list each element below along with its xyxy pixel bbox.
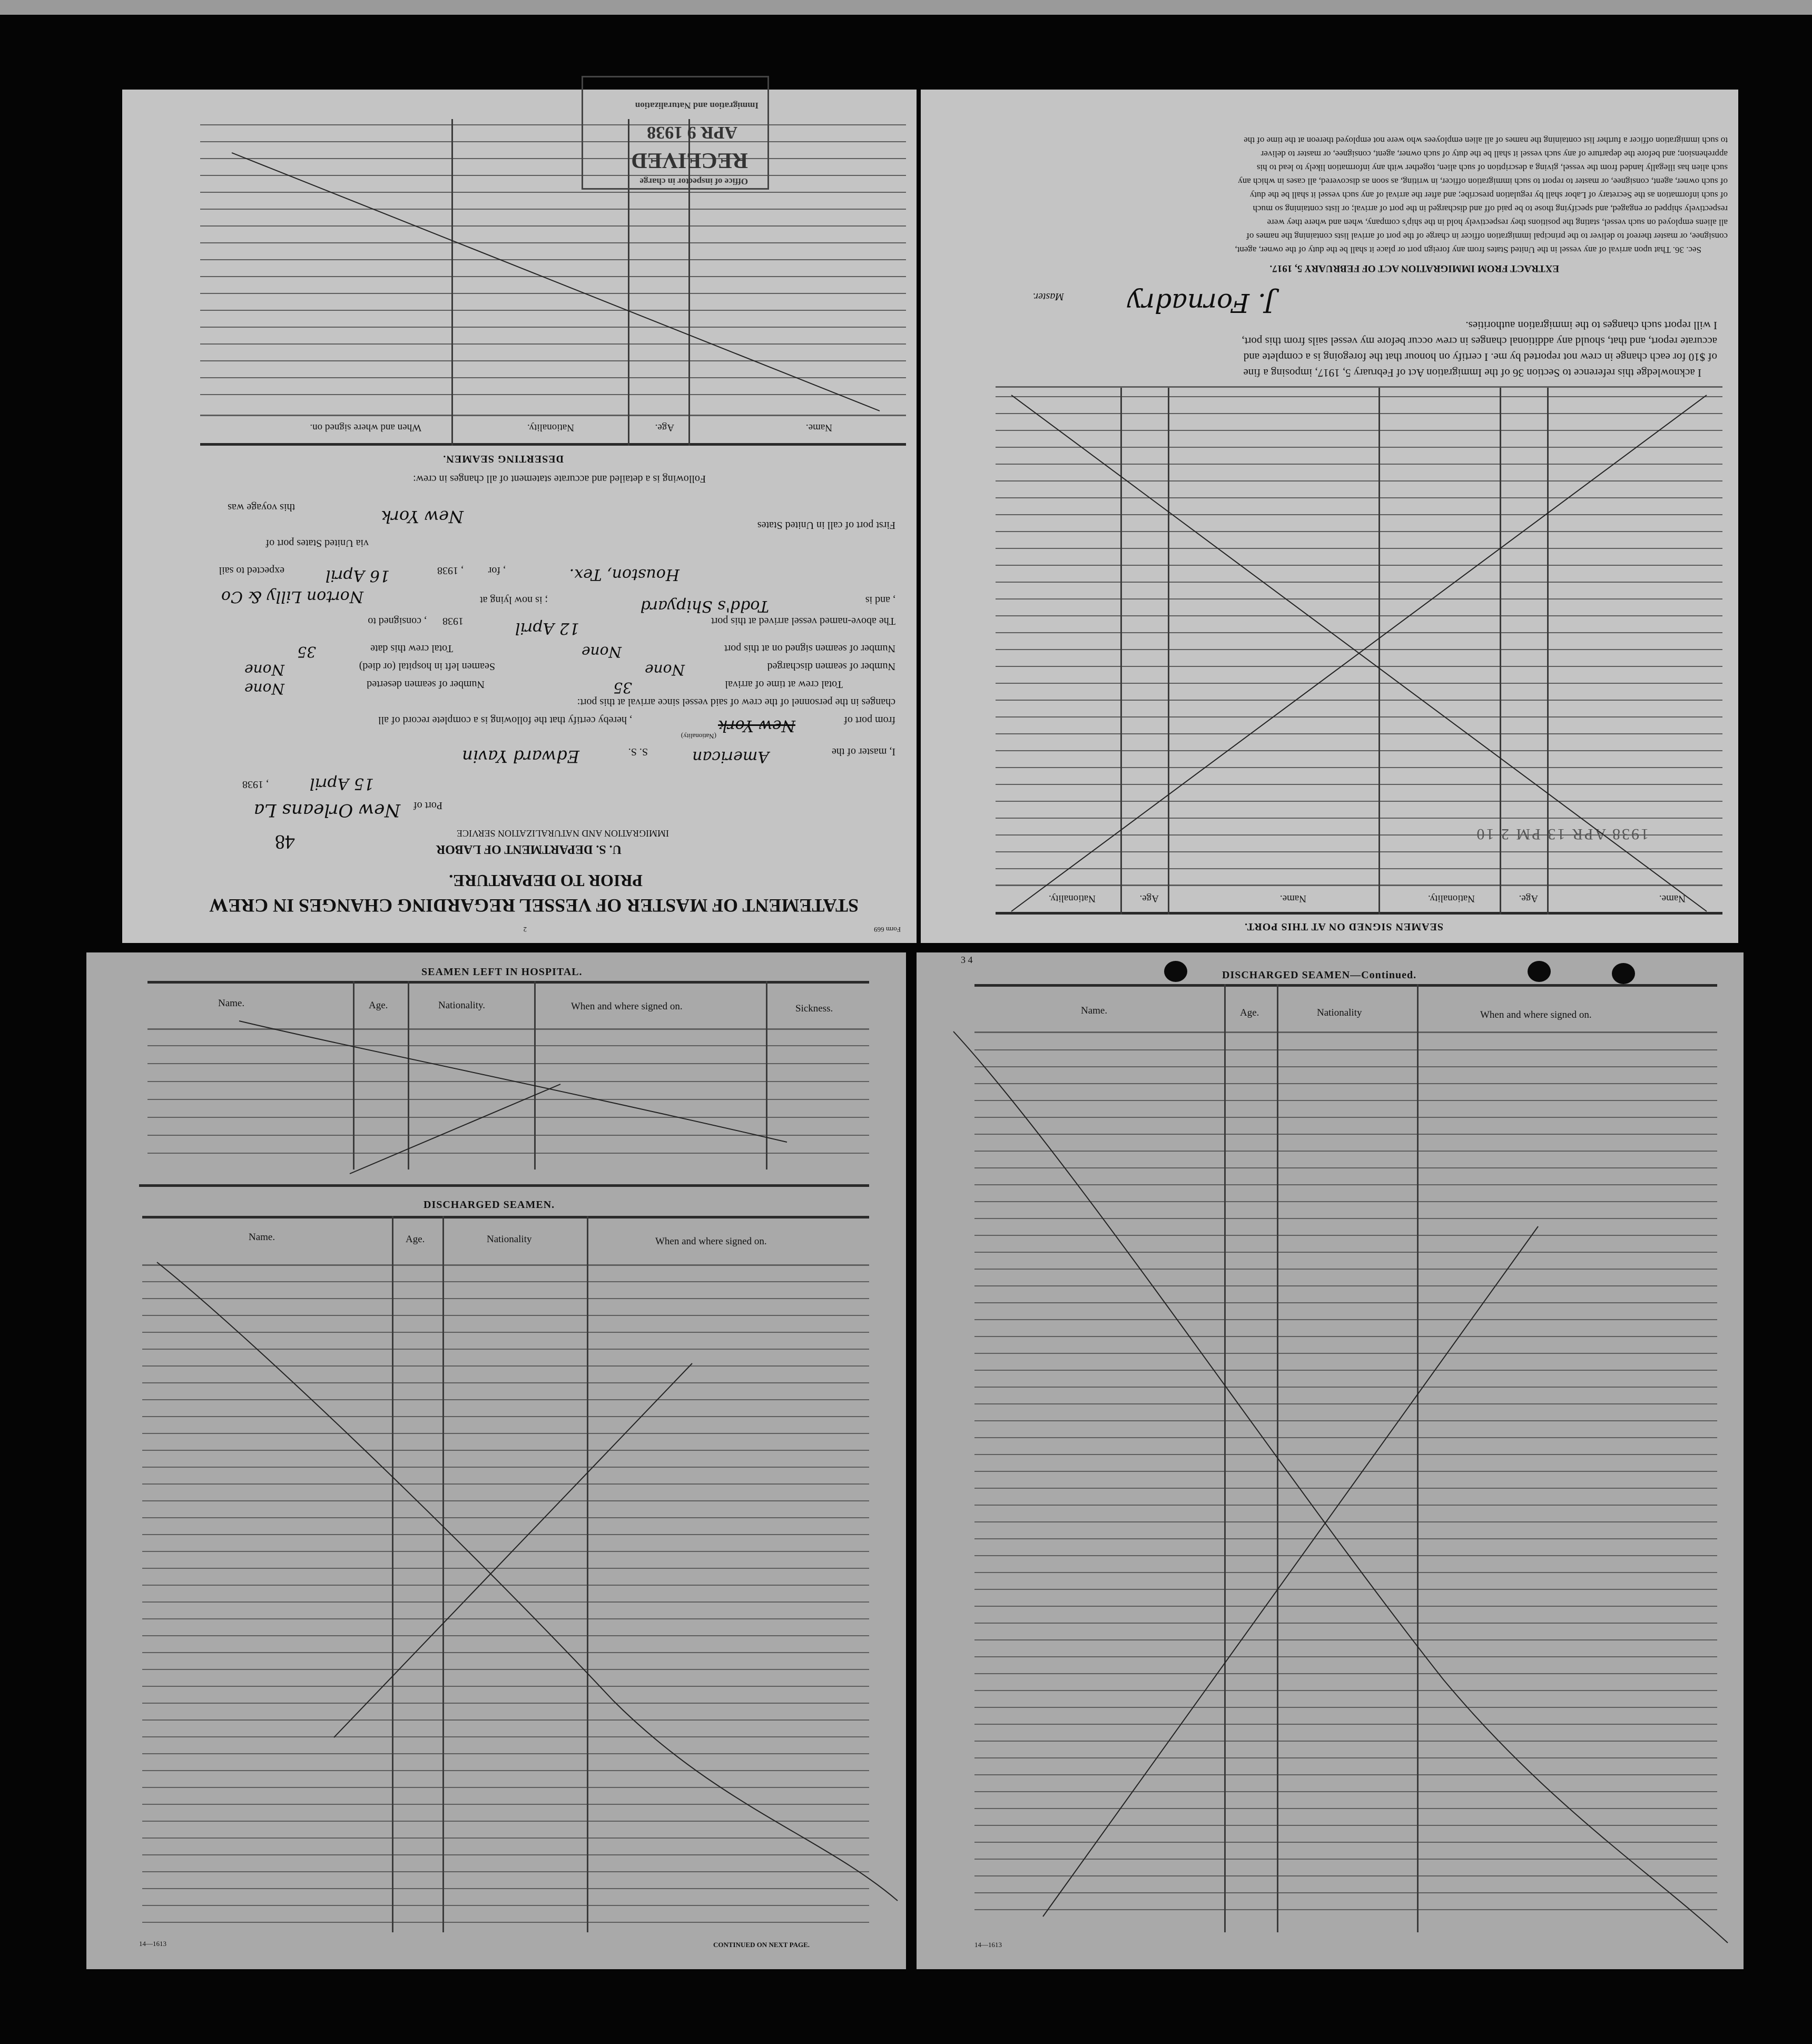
voyage-value: New York [381, 507, 464, 527]
scanner-top-band [0, 0, 1812, 15]
master-signature-label: Master. [1032, 291, 1064, 302]
continued-col-name: Name. [1081, 1005, 1108, 1016]
form-title-line2: PRIOR TO DEPARTURE. [449, 871, 643, 890]
port-label: Port of [413, 800, 442, 811]
continued-col-signed-on: When and where signed on. [1480, 1009, 1592, 1020]
hospital-label: Seamen left in hospital (or died) [359, 661, 495, 672]
from-port-value: New York [718, 716, 795, 735]
master-signature: J. Fornadry [1127, 288, 1275, 318]
total-arrival-label: Total crew at time of arrival [725, 679, 843, 690]
hospital-col-nationality: Nationality. [438, 1000, 485, 1011]
for-label: , for [488, 565, 506, 576]
discharged-col-signed-on: When and where signed on. [655, 1236, 767, 1247]
acknowledge-line-2: of $10 for each change in crew not reported by me. I certify on honour that the foregoing is a complete and [1243, 351, 1717, 363]
total-arrival-value: 35 [613, 679, 632, 696]
expected-label: expected to sail [219, 565, 284, 576]
via-label: via United States port of [265, 537, 369, 549]
discharged-label: Number of seamen discharged [767, 661, 895, 672]
total-date-label: Total crew this date [370, 643, 453, 654]
nationality-sublabel: (Nationality) [681, 732, 716, 740]
acknowledge-line-4: I will report such changes to the immigration authorities. [1465, 319, 1717, 332]
extract-line: to such immigration officer a further list containing the names of all alien employees who were not employed thereon at the time of the [1244, 135, 1728, 145]
hospital-col-name: Name. [218, 998, 245, 1009]
col-name-left: Name. [1659, 893, 1686, 904]
hospital-value: None [244, 661, 284, 679]
cancel-cross-marks [86, 952, 906, 1969]
page-marks: 3 4 [961, 955, 973, 965]
port-date: 15 April [309, 774, 374, 793]
col-nationality-right: Nationality. [1049, 893, 1096, 904]
ss-value: Edward Yavin [462, 746, 579, 766]
hospital-col-signed-on: When and where signed on. [571, 1001, 683, 1012]
hospital-title: SEAMEN LEFT IN HOSPITAL. [421, 966, 583, 978]
upper-right-page [921, 90, 1738, 943]
discharged-col-name: Name. [249, 1232, 275, 1243]
deserting-seamen-title: DESERTING SEAMEN. [442, 453, 564, 465]
continued-col-nationality: Nationality [1317, 1007, 1362, 1018]
extract-line: consignee, or master thereof to deliver to the principal immigration officer in charge of the port of arrival lists containing the names of [1246, 231, 1728, 241]
deserted-value: None [244, 680, 284, 697]
col-nationality: Nationality. [527, 422, 574, 433]
form-number: Form 669 [874, 926, 901, 933]
col-nationality-left: Nationality. [1428, 893, 1475, 904]
hospital-col-sickness: Sickness. [795, 1003, 833, 1014]
discharged-value: None [645, 661, 685, 679]
arrived-year: 1938 [442, 615, 464, 627]
sail-year: , 1938 [437, 565, 464, 576]
col-age: Age. [655, 422, 674, 433]
now-lying-label: ; is now lying at [480, 594, 548, 606]
cancel-cross-stroke [122, 90, 917, 943]
lower-left-footer-code: 14—1613 [139, 1940, 166, 1948]
stamp-date: APR 9 1938 [647, 123, 737, 142]
destination-value: Houston, Tex. [569, 565, 680, 584]
stamp-received: RECEIVED [631, 148, 748, 172]
lower-right-page [917, 952, 1744, 1969]
col-age-left: Age. [1519, 893, 1538, 904]
extract-line: all aliens employed on such vessel, stating the positions they respectively hold in the ship's company, when and where they were [1267, 218, 1728, 228]
master-label: I, master of the [831, 746, 895, 758]
stamp-dept: Immigration and Naturalization [635, 101, 759, 111]
signed-value: None [582, 643, 622, 661]
punch-hole-3 [1612, 963, 1635, 984]
changes-text: changes in the personnel of the crew of said vessel since arrival at this port: [577, 696, 895, 708]
continued-label: CONTINUED ON NEXT PAGE. [713, 1941, 810, 1949]
department-label: U. S. DEPARTMENT OF LABOR [436, 842, 622, 856]
service-label: IMMIGRATION AND NATURALIZATION SERVICE [456, 828, 669, 839]
arrived-label: The above-named vessel arrived at this port [711, 615, 895, 627]
port-year: , 1938 [242, 779, 269, 790]
extract-line: of such owner, agent, consignee, or master to report to such immigration officer, in writing, as soon as discovered, all cases in which any [1238, 176, 1728, 186]
from-port-label: from port of [844, 714, 895, 726]
acknowledge-line-1: I acknowledge this reference to Section 36 of the Immigration Act of February 5, 1917, imposing a fine [1243, 367, 1701, 379]
nationality-value: American [692, 748, 769, 766]
signed-label: Number of seamen signed on at this port [724, 643, 895, 654]
extract-line: of such information as the Secretary of Labor shall by regulation prescribe; and after the arrival of any such vessel it shall be the duty [1249, 190, 1728, 200]
lower-right-footer-code: 14—1613 [974, 1941, 1002, 1949]
discharged-title: DISCHARGED SEAMEN. [424, 1199, 555, 1211]
hospital-col-age: Age. [369, 1000, 388, 1011]
total-date-value: 35 [297, 643, 316, 661]
discharged-col-age: Age. [406, 1234, 425, 1245]
cancel-cross-continued [917, 952, 1744, 1969]
consignee-value: Norton Lilly & Co [221, 587, 363, 606]
lying-value: Todd's Shipyard [640, 597, 769, 615]
stamp-office: Office of inspector in charge [639, 176, 748, 186]
and-is-label: , and is [865, 594, 895, 606]
col-name: Name. [805, 422, 832, 433]
extract-line: respectively shipped or engaged, and specifying those to be paid off and discharged in the port of arrival; or lists containing so much [1253, 204, 1728, 214]
certify-text: , hereby certify that the following is a complete record of all [378, 714, 632, 726]
discharged-continued-title: DISCHARGED SEAMEN—Continued. [1222, 969, 1417, 981]
port-value: New Orleans La [253, 800, 400, 821]
ss-label: S. S. [628, 746, 648, 758]
extract-line: Sec. 36. That upon arrival of any vessel in the United States from any foreign port or place it shall be the duty of the owner, agent, [1235, 245, 1701, 255]
voyage-label: this voyage was [228, 502, 295, 513]
acknowledge-line-3: accurate report, and that, should any additional changes in crew occur before my vessel sails from this port, [1242, 335, 1717, 348]
consigned-label: , consigned to [368, 615, 427, 627]
signed-on-table-bottom [996, 386, 1722, 388]
following-text: Following is a detailed and accurate statement of all changes in crew: [413, 473, 706, 485]
sail-date: 16 April [325, 566, 390, 585]
arrived-value: 12 April [515, 619, 579, 637]
lower-left-page [86, 952, 906, 1969]
deserted-label: Number of seamen deserted [367, 679, 485, 690]
time-stamp: 1938 APR 13 PM 2 10 [1475, 826, 1649, 843]
extract-line: such alien has illegally landed from the vessel, giving a description of such alien, together with any information likely to lead to his [1256, 163, 1728, 173]
col-name-right: Name. [1279, 893, 1306, 904]
col-signed-on: When and where signed on. [310, 422, 421, 433]
stamp-number: 48 [275, 831, 295, 853]
upper-left-page [122, 90, 917, 943]
extract-title: EXTRACT FROM IMMIGRATION ACT OF FEBRUARY 5, 1917. [1269, 263, 1559, 274]
extract-line: apprehension; and before the departure of any such vessel it shall be the duty of such owner, agent, consignee, or master to deliver [1260, 149, 1728, 159]
col-age-right: Age. [1139, 893, 1159, 904]
form-title-line1: STATEMENT OF MASTER OF VESSEL REGARDING CHANGES IN CREW [209, 895, 859, 916]
continued-col-age: Age. [1240, 1007, 1259, 1018]
discharged-col-nationality: Nationality [487, 1234, 532, 1245]
page-number: 2 [523, 926, 527, 933]
punch-hole-2 [1528, 961, 1551, 982]
first-port-label: First port of call in United States [757, 519, 895, 531]
punch-hole-1 [1164, 961, 1187, 982]
signed-on-title: SEAMEN SIGNED ON AT THIS PORT. [1244, 921, 1443, 932]
